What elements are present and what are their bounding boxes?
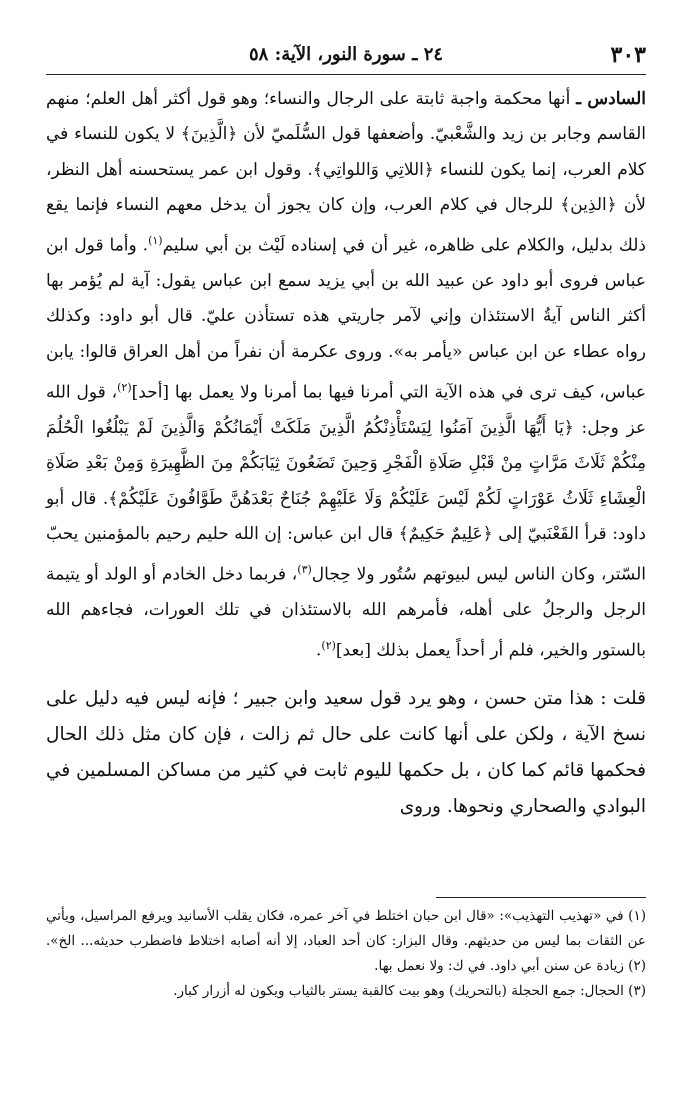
quoted-paragraph bbox=[46, 82, 646, 669]
footnote: (١) في «تهذيب التهذيب»: «قال ابن حبان اختلط في آخر عمره، فكان يقلب الأسانيد ويرفع المراسيل، ويأتي عن الثقات بما ليس من حديثهم. وقال البزار: كان أحد العباد، إلا أنه أصابه اختلاط فاضطرب حديثه... الخ». (٢) زيادة عن سنن أبي داود. في ك: ولا نعمل بها. bbox=[46, 908, 646, 974]
running-title: ٢٤ ـ سورة النور، الآية: ٥٨ bbox=[248, 44, 444, 65]
footnote-ref: (٢) bbox=[117, 381, 132, 395]
page-number: ٣٠٣ bbox=[610, 42, 646, 68]
commentary-paragraph: قلت : هذا متن حسن ، وهو يرد قول سعيد وابن جبير ؛ فإنه ليس فيه دليل على نسخ الآية ، ولكن على أنها كانت على حال ثم زالت ، فإن كان مثل ذلك الحال فحكمها قائم كما كان ، بل حكمها لليوم ثابت في كثير من مساكن المسلمين في البوادي والصحاري ونحوها. وروى bbox=[46, 688, 646, 818]
text-segment: ، قول الله عز وجل: ﴿يَا أَيُّهَا الَّذِينَ آمَنُوا لِيَسْتَأْذِنْكُمُ الَّذِينَ مَلَكَتْ أَيْمَانُكُمْ وَالَّذِينَ لَمْ يَبْلُغُوا الْحُلُمَ مِنْكُمْ ثَلَاثَ مَرَّاتٍ مِنْ قَبْلِ صَلَاةِ الْفَجْرِ وَحِينَ تَضَعُونَ ثِيَابَكُمْ مِنَ الظَّهِيرَةِ وَمِنْ بَعْدِ صَلَاةِ الْعِشَاءِ ثَلَاثُ عَوْرَاتٍ لَكُمْ لَيْسَ عَلَيْكُمْ وَلَا عَلَيْهِمْ جُنَاحٌ بَعْدَهُنَّ طَوَّافُونَ عَلَيْكُمْ﴾. قال أبو داود: قرأ القَعْنَبيّ إلى ﴿عَلِيمٌ حَكِيمٌ﴾ قال ابن عباس: إن الله حليم رحيم بالمؤمنين يحبّ السّتر، وكان الناس ليس لبيوتهم سُتُور ولا حِجال bbox=[46, 382, 646, 585]
text-segment: ، فربما دخل الخادم أو الولد أو يتيمة الرجل والرجلُ على أهله، فأمرهم الله بالاستئذان في تلك العورات، فجاءهم الله بالستور والخير، فلم أر أحداً يعمل بذلك [بعد] bbox=[46, 564, 646, 662]
footnote-ref: (١) bbox=[148, 234, 163, 248]
text-segment: أنها محكمة واجبة ثابتة على الرجال والنساء؛ وهو قول أكثر أهل العلم؛ منهم القاسم وجابر بن زيد والشَّعْبيّ. وأضعفها قول السُّلَميّ لأن ﴿الَّذِينَ﴾ لا يكون للنساء في كلام العرب، إنما يكون للنساء ﴿اللاتِي وَاللواتِي﴾. وقول ابن عمر يستحسنه أهل النظر، لأن ﴿الذِين﴾ للرجال في كلام العرب، وإن كان يجوز أن يدخل معهم النساء فإنما يقع ذلك بدليل، والكلام على ظاهره، غير أن في إسناده لَيْث بن أبي سليم bbox=[46, 89, 646, 256]
text-segment: . bbox=[315, 641, 322, 662]
main-text bbox=[46, 82, 646, 825]
page-header bbox=[46, 40, 646, 75]
footnote-ref: (٣) bbox=[297, 563, 312, 577]
footnote-divider bbox=[436, 897, 646, 898]
paragraph-lead: السادس ـ bbox=[576, 89, 646, 109]
footnote: (٣) الحجال: جمع الحجلة (بالتحريك) وهو بيت كالقبة يستر بالثياب ويكون له أزرار كبار. bbox=[173, 983, 646, 999]
footnotes bbox=[46, 904, 646, 1004]
text-segment: . وأما قول ابن عباس فروى أبو داود عن عبيد الله بن أبي يزيد سمع ابن عباس يقول: آية لم يُؤمر بها أكثر الناس آيةُ الاستئذان وإني لآمر جاريتي هذه تستأذن عليّ. قال أبو داود: وكذلك رواه عطاء عن ابن عباس «يأمر به». وروى عكرمة أن نفراً من أهل العراق قالوا: يابن عباس، كيف ترى في هذه الآية التي أمرنا فيها بما أمرنا ولا يعمل بها [أحد] bbox=[46, 235, 646, 403]
footnote-ref: (٢) bbox=[321, 639, 336, 653]
